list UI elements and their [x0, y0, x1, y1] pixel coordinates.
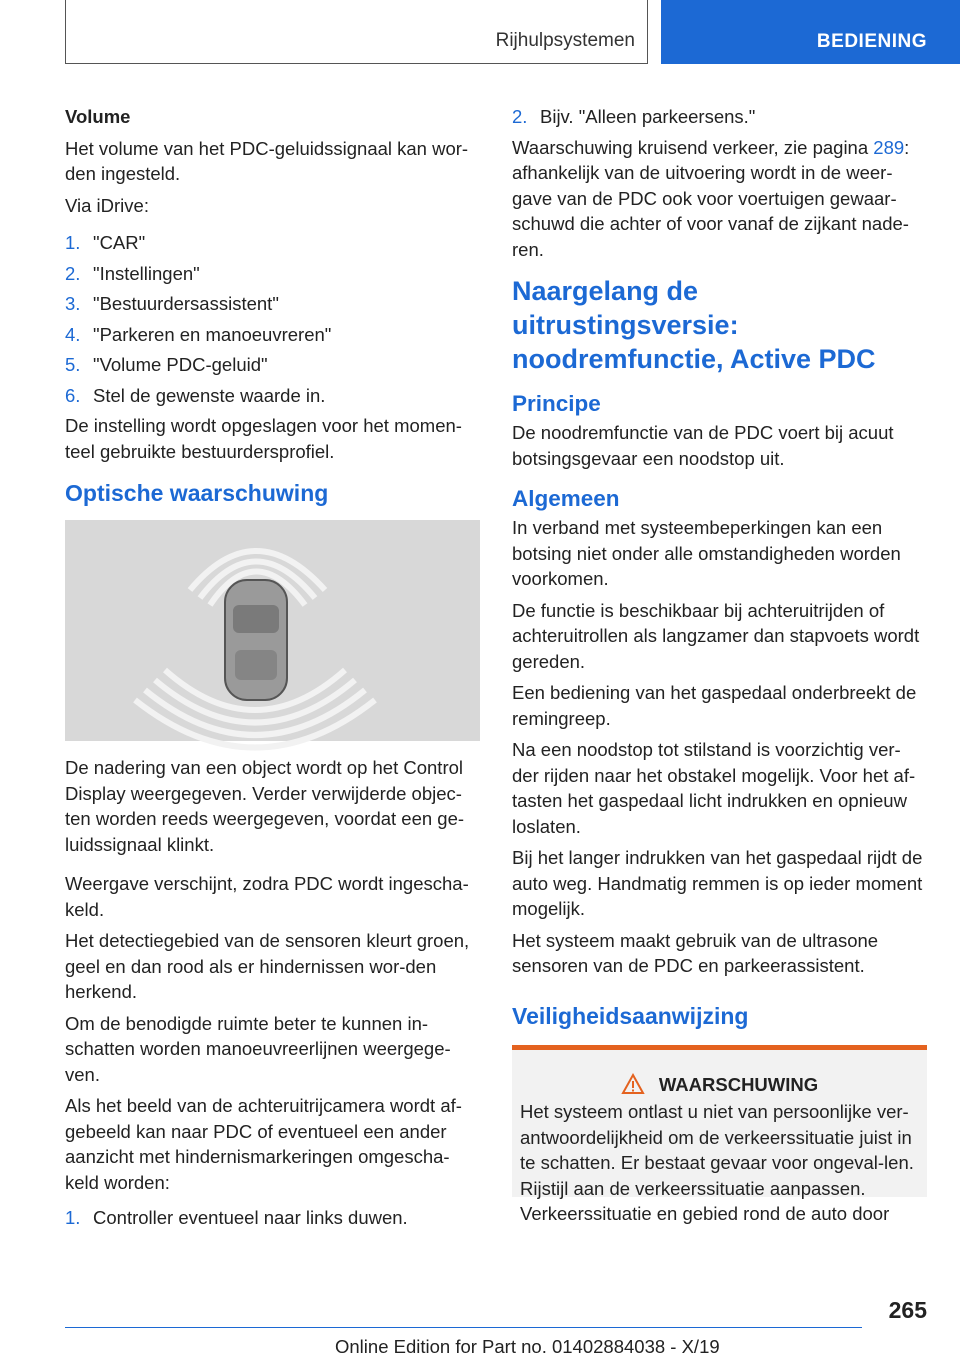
- idrive-steps: [65, 230, 480, 408]
- footer-rule: [65, 1327, 862, 1328]
- page-link[interactable]: 289: [873, 136, 905, 158]
- header-section: Rijhulpsystemen: [495, 30, 635, 51]
- optical-p1: De nadering van een object wordt op het Control Display weergegeven. Verder verwijderde objec-ten worden reeds weergegeven, voordat een ge-luidssignaal klinkt.: [65, 757, 465, 855]
- volume-title: Volume: [65, 106, 131, 127]
- principe-title: Principe: [512, 391, 601, 416]
- optical-p2: Weergave verschijnt, zodra PDC wordt ingescha-keld.: [65, 873, 469, 920]
- safety-title: Veiligheidsaanwijzing: [512, 1002, 749, 1029]
- list-item: 4. "Parkeren en manoeuvreren": [65, 323, 332, 345]
- algemeen-p3: Een bediening van het gaspedaal onderbreekt de remingreep.: [512, 682, 917, 729]
- saved-text: De instelling wordt opgeslagen voor het momen-teel gebruikte bestuurdersprofiel.: [65, 415, 462, 462]
- emergency-brake-title: Naargelang de uitrustingsversie: noodremfunctie, Active PDC: [512, 276, 876, 374]
- warning-title: WAARSCHUWING: [658, 1073, 819, 1095]
- list-item: 1. Controller eventueel naar links duwen.: [65, 1207, 408, 1228]
- list-item: 2. Bijv. "Alleen parkeersens.": [512, 106, 756, 127]
- algemeen-title: Algemeen: [512, 486, 620, 511]
- page-number: 265: [888, 1297, 927, 1323]
- cross-traffic-text: Waarschuwing kruisend verkeer, zie pagina 289: afhankelijk van de uitvoering wordt in de weer-gave van de PDC ook voor voertuigen gewaar-schuwd die achter of voor vanaf de zijkant nade-ren.: [512, 136, 910, 260]
- car-icon: [225, 580, 287, 700]
- optical-p3: Het detectiegebied van de sensoren kleurt groen, geel en dan rood als er hindernissen wor-den herkend.: [65, 930, 470, 1002]
- algemeen-p1: In verband met systeembeperkingen kan een botsing niet onder alle omstandigheden worden voorkomen.: [512, 517, 901, 589]
- list-item: 1. "CAR": [65, 232, 146, 253]
- warning-box: [512, 1045, 927, 1224]
- volume-text: Het volume van het PDC-geluidssignaal kan wor-den ingesteld.: [65, 137, 469, 184]
- via-idrive: Via iDrive:: [65, 194, 149, 216]
- optical-p4: Om de benodigde ruimte beter te kunnen in-schatten worden manoeuvreerlijnen weergege-ven.: [65, 1012, 451, 1085]
- list-item: 6. Stel de gewenste waarde in.: [65, 384, 326, 406]
- optical-warning-title: Optische waarschuwing: [65, 480, 329, 506]
- warning-triangle-icon: [621, 1073, 645, 1095]
- principe-text: De noodremfunctie van de PDC voert bij acuut botsingsgevaar een noodstop uit.: [512, 422, 894, 469]
- right-column: [512, 104, 927, 1224]
- left-column: [65, 104, 480, 1236]
- list-item: 2. "Instellingen": [65, 262, 200, 284]
- algemeen-p6: Het systeem maakt gebruik van de ultrasone sensoren van de PDC en parkeerassistent.: [512, 929, 879, 976]
- header-chapter-tab[interactable]: [661, 0, 960, 64]
- list-item: 5. "Volume PDC-geluid": [65, 354, 268, 375]
- pdc-display-figure: [65, 520, 480, 741]
- header-section-box: [65, 0, 648, 64]
- algemeen-p4: Na een noodstop tot stilstand is voorzichtig ver-der rijden naar het obstakel mogelijk. Voor het af-tasten het gaspedaal licht indrukken en opnieuw loslaten.: [512, 739, 916, 837]
- algemeen-p5: Bij het langer indrukken van het gaspedaal rijdt de auto weg. Handmatig remmen is op ieder moment mogelijk.: [512, 847, 923, 919]
- list-item: 3. "Bestuurdersassistent": [65, 293, 279, 314]
- header-chapter: BEDIENING: [816, 31, 927, 52]
- algemeen-p2: De functie is beschikbaar bij achteruitrijden of achteruitrollen als langzamer dan stapvoets wordt gereden.: [512, 599, 920, 672]
- edition-text: Online Edition for Part no. 01402884038 - X/19: [335, 1336, 720, 1357]
- warning-text: Het systeem ontlast u niet van persoonlijke ver-antwoordelijkheid om de verkeerssituatie juist in te schatten. Er bestaat gevaar voor ongeval-len. Rijstijl aan de verkeerssituatie aanpassen. Verkeerssituatie en gebied rond de auto door: [520, 1101, 914, 1224]
- optical-p5: Als het beeld van de achteruitrijcamera wordt af-gebeeld kan naar PDC of eventueel een ander aanzicht met hindernismarkeringen omgescha-keld worden:: [65, 1095, 462, 1193]
